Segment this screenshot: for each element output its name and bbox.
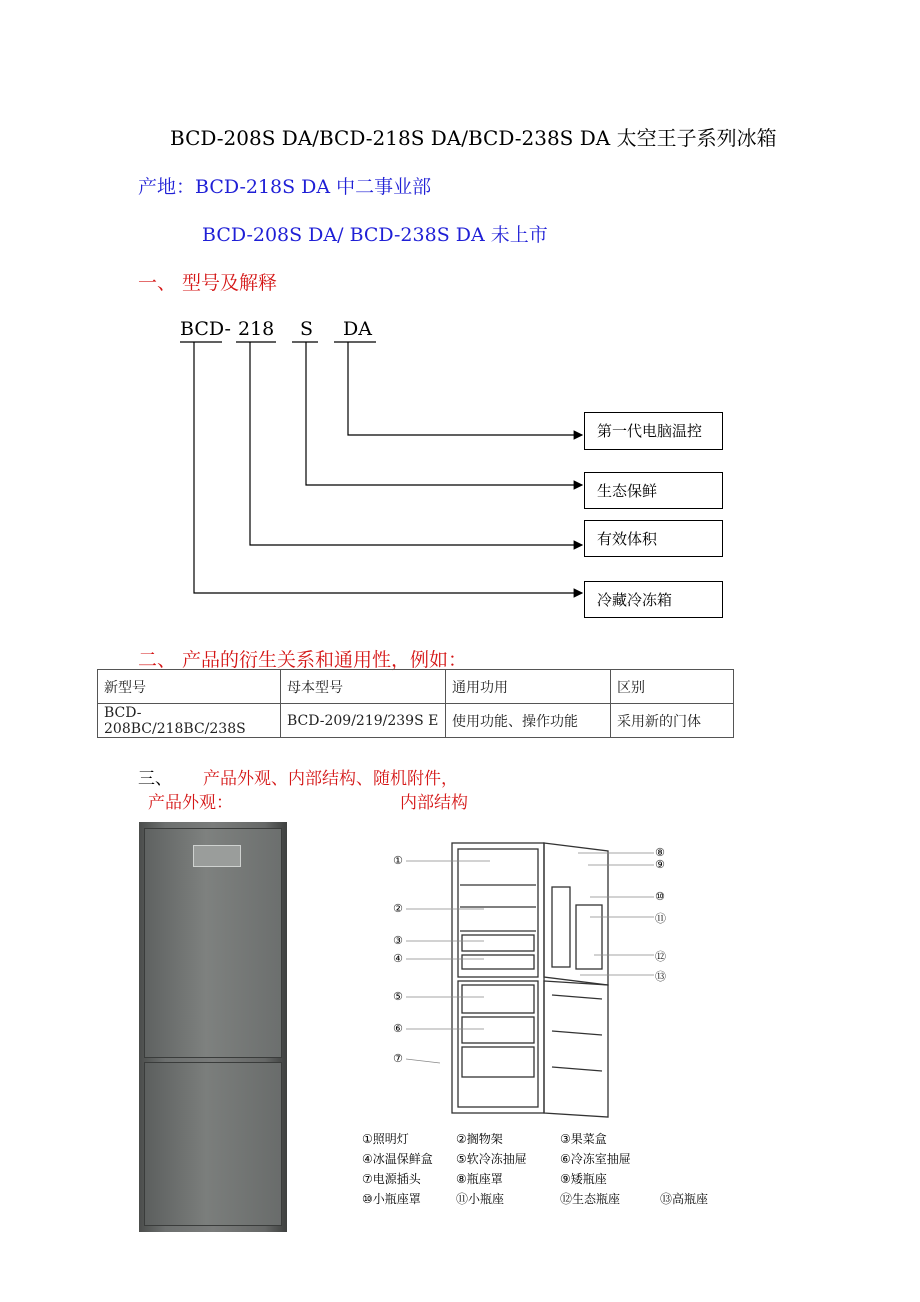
legend-item: ⑪小瓶座 <box>456 1192 505 1206</box>
table-header-cell: 母本型号 <box>281 670 446 704</box>
code-part-s: S <box>300 318 314 340</box>
origin-line-1: 产地：BCD-218S DA 中二事业部 <box>138 176 432 198</box>
legend-item: ⑬高瓶座 <box>660 1192 709 1206</box>
legend-item: ③果菜盒 <box>560 1132 607 1146</box>
fridge-exterior-photo <box>139 822 287 1232</box>
code-part-volume: 218 <box>238 318 275 340</box>
control-panel <box>193 845 241 867</box>
callout-3: ③ <box>393 934 403 947</box>
code-part-bcd: BCD- <box>180 318 231 340</box>
table-header-cell: 新型号 <box>98 670 281 704</box>
callout-12: ⑫ <box>655 950 666 963</box>
table-cell: 采用新的门体 <box>611 704 734 738</box>
explanation-box-4: 冷藏冷冻箱 <box>584 581 723 618</box>
legend-item: ①照明灯 <box>362 1132 409 1146</box>
internal-structure-label: 内部结构 <box>400 793 468 813</box>
callout-10: ⑩ <box>655 890 665 903</box>
section2-heading: 二、 产品的衍生关系和通用性，例如： <box>138 649 468 671</box>
appearance-label: 产品外观： <box>148 793 233 813</box>
explanation-box-2: 生态保鲜 <box>584 472 723 509</box>
table-header-row <box>98 670 734 704</box>
callout-13: ⑬ <box>655 970 666 983</box>
callout-8: ⑧ <box>655 846 665 859</box>
callout-6: ⑥ <box>393 1022 403 1035</box>
table-header-cell: 区别 <box>611 670 734 704</box>
legend-item: ⑩小瓶座罩 <box>362 1192 421 1206</box>
callout-5: ⑤ <box>393 990 403 1003</box>
legend-item: ⑤软冷冻抽屉 <box>456 1152 527 1166</box>
table-row <box>98 704 734 738</box>
table-header-cell: 通用功用 <box>446 670 611 704</box>
callout-7: ⑦ <box>393 1052 403 1065</box>
document-title: BCD-208S DA/BCD-218S DA/BCD-238S DA 太空王子系列冰箱 <box>170 126 777 150</box>
table-cell: BCD-208BC/218BC/238S <box>98 704 281 738</box>
explanation-box-3: 有效体积 <box>584 520 723 557</box>
origin-line-2: BCD-208S DA/ BCD-238S DA 未上市 <box>202 224 548 246</box>
table-cell: 使用功能、操作功能 <box>446 704 611 738</box>
legend-item: ⑫生态瓶座 <box>560 1192 621 1206</box>
legend-item: ⑦电源插头 <box>362 1172 421 1186</box>
legend-item: ⑥冷冻室抽屉 <box>560 1152 631 1166</box>
legend-item: ⑧瓶座罩 <box>456 1172 503 1186</box>
section3-number: 三、 <box>138 769 172 789</box>
legend-item: ④冰温保鲜盒 <box>362 1152 433 1166</box>
callout-2: ② <box>393 902 403 915</box>
explanation-box-1: 第一代电脑温控 <box>584 412 723 450</box>
section1-heading: 一、 型号及解释 <box>138 272 278 294</box>
fridge-upper-door <box>144 828 282 1058</box>
code-part-da: DA <box>343 318 372 340</box>
legend-item: ⑨矮瓶座 <box>560 1172 607 1186</box>
table-cell: BCD-209/219/239S E <box>281 704 446 738</box>
callout-11: ⑪ <box>655 912 666 925</box>
section3-heading: 产品外观、内部结构、随机附件， <box>203 769 458 789</box>
callout-1: ① <box>393 854 403 867</box>
fridge-lower-door <box>144 1062 282 1226</box>
legend-item: ②搁物架 <box>456 1132 503 1146</box>
callout-9: ⑨ <box>655 858 665 871</box>
derivation-table <box>97 669 734 738</box>
callout-4: ④ <box>393 952 403 965</box>
